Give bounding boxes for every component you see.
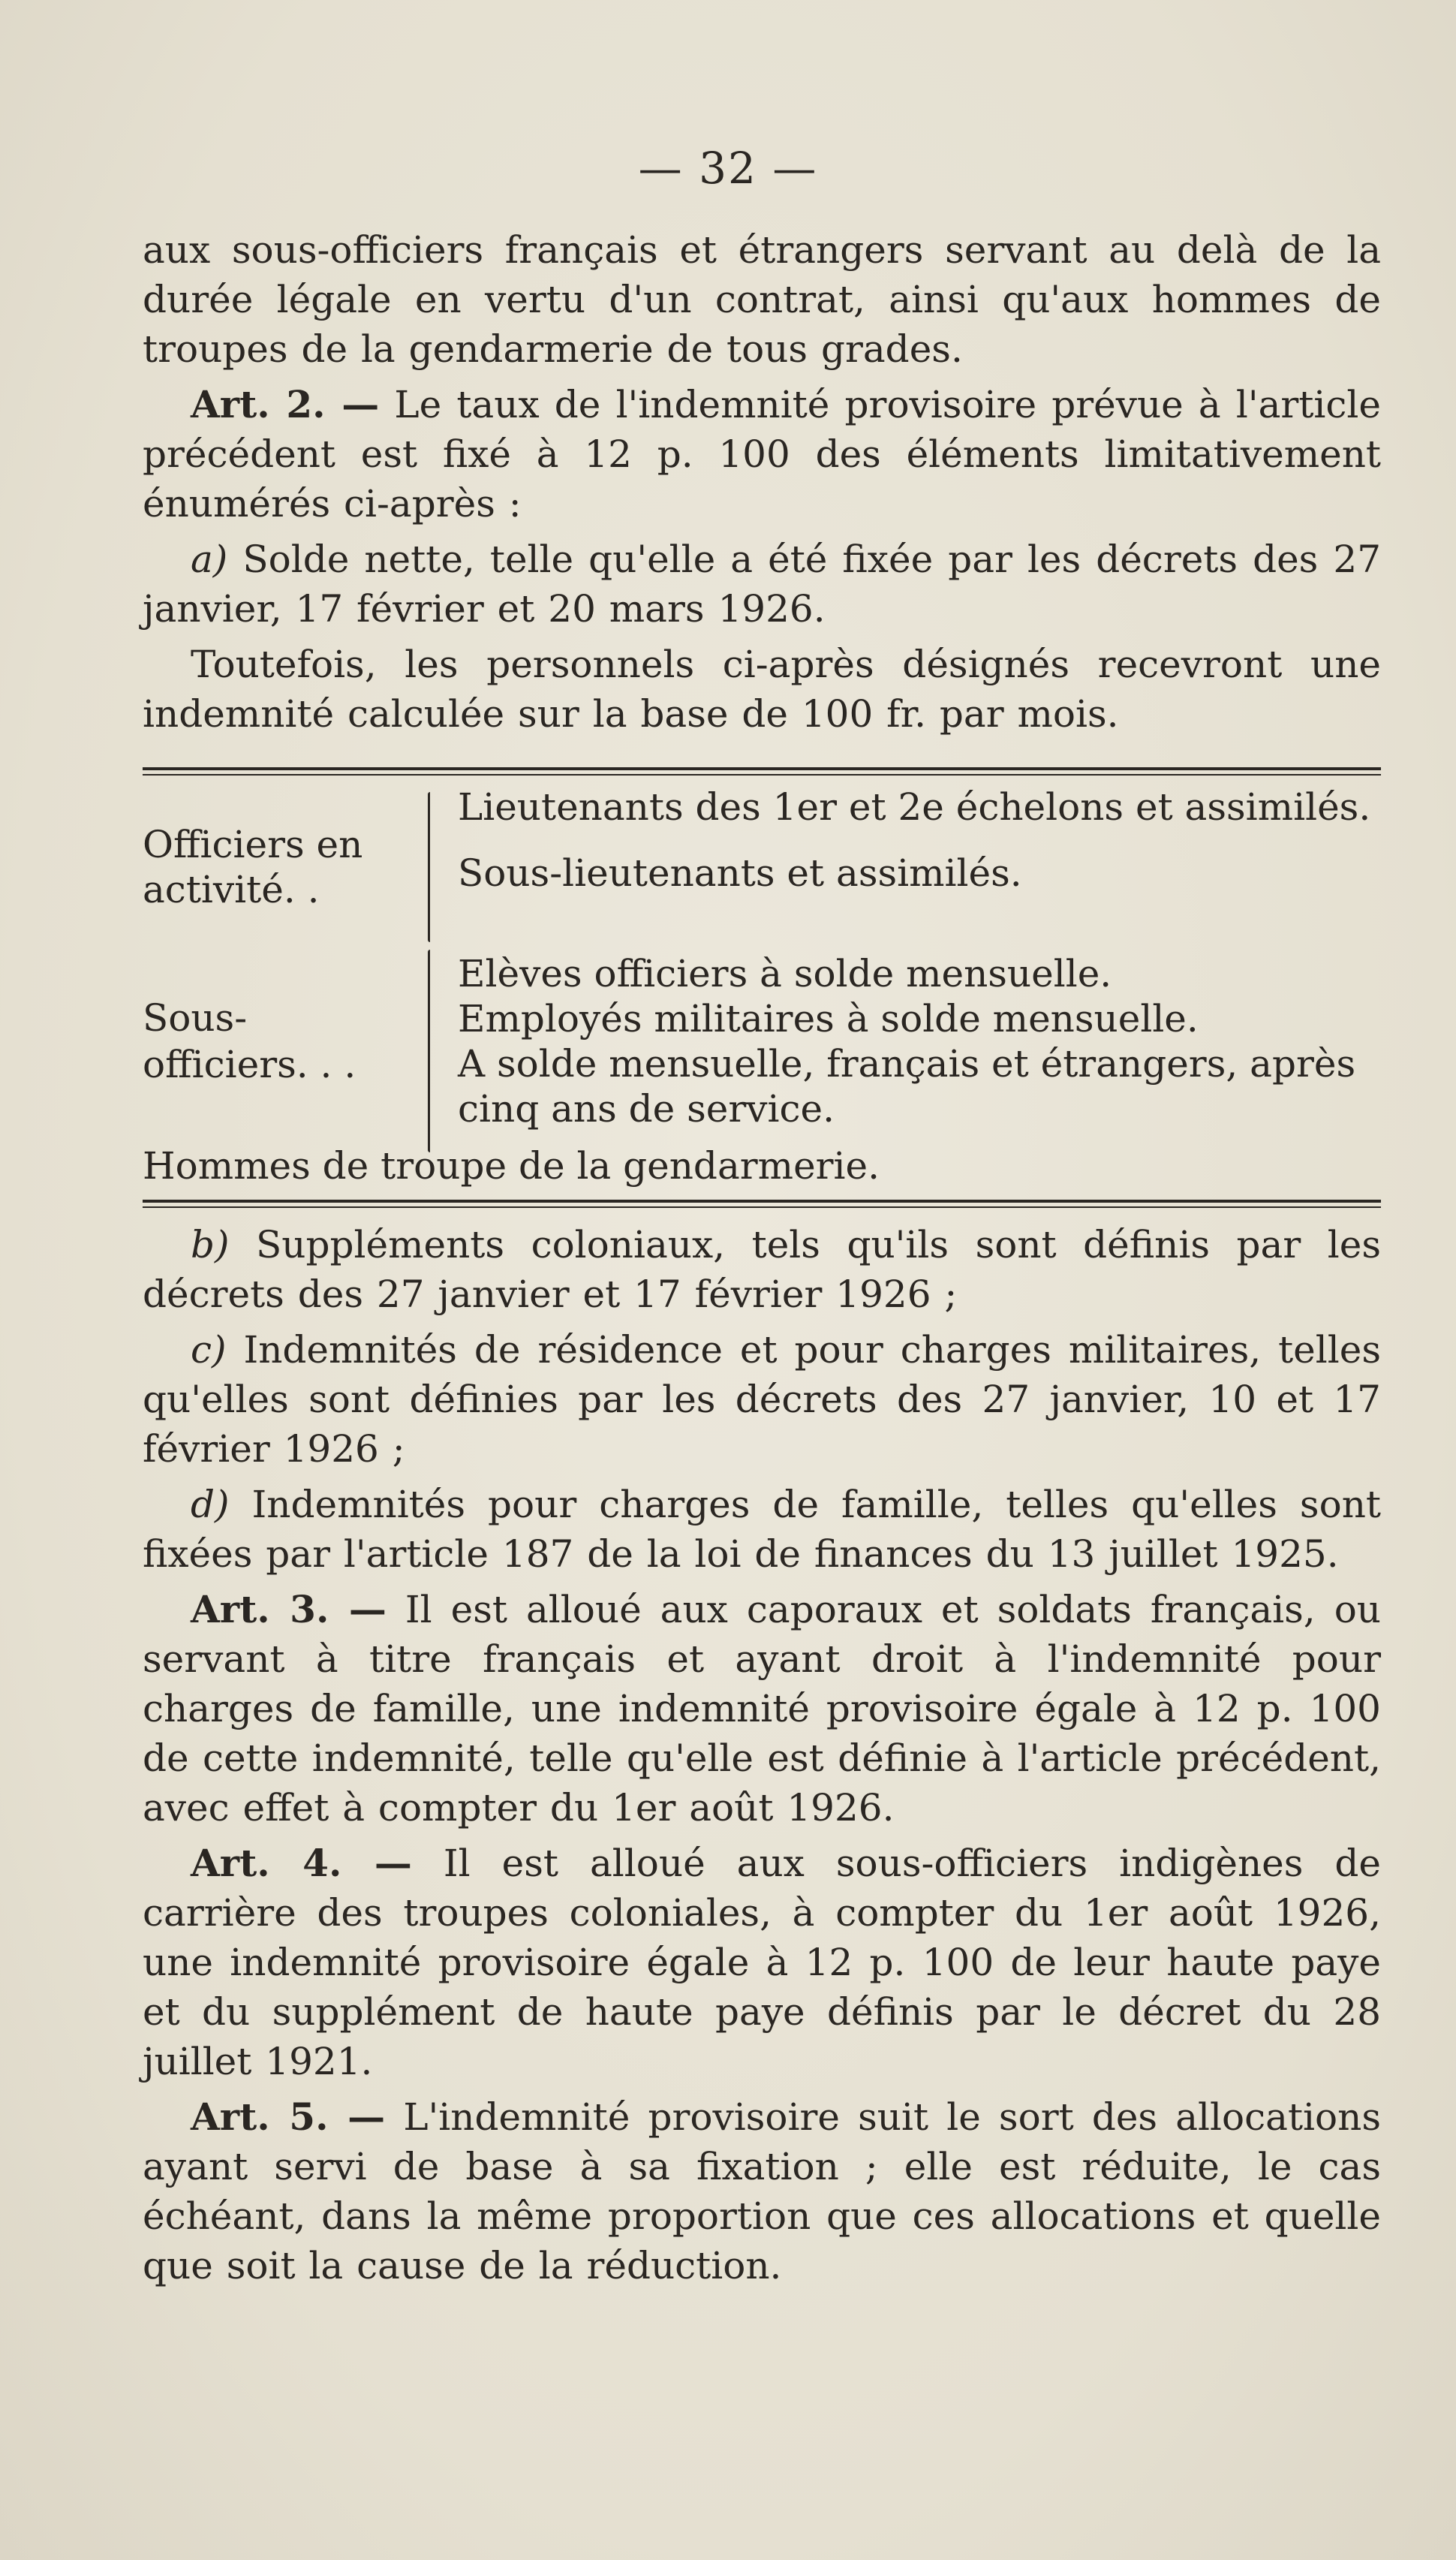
item-b-text: Suppléments coloniaux, tels qu'ils sont définis par les décrets des 27 janvier et 17 février 1926 ; [143,1223,1381,1316]
item-a [143,535,1381,634]
table-bottom-rule [143,1200,1381,1208]
paragraph-toutefois: Toutefois, les personnels ci-après désignés recevront une indemnité calculée sur la base de 100 fr. par mois. [143,643,1381,736]
article-5-text: L'indemnité provisoire suit le sort des allocations ayant servi de base à sa fixation ; elle est réduite, le cas échéant, dans la même proportion que ces allocations et quelle que soit la cause de la réduction. [143,2095,1381,2287]
text-block-top [143,225,1381,745]
item-d-label: d) [191,1483,230,1526]
text-block-bottom [143,1220,1381,2296]
paragraph-continuation: aux sous-officiers français et étrangers servant au delà de la durée légale en vertu d'un contrat, ainsi qu'aux hommes de troupes de la gendarmerie de tous grades. [143,228,1381,371]
row-employes-militaires: Employés militaires à solde mensuelle. [458,997,1199,1041]
item-b-label: b) [191,1223,230,1266]
item-d [143,1480,1381,1579]
article-3-label: Art. 3. — [191,1587,387,1631]
item-d-text: Indemnités pour charges de famille, telles qu'elles sont fixées par l'article 187 de la loi de finances du 13 juillet 1925. [143,1483,1381,1576]
article-5 [143,2092,1381,2290]
row-hommes-de-troupe: Hommes de troupe de la gendarmerie. [143,1144,880,1188]
page-number: — 32 — [638,143,818,194]
item-c [143,1325,1381,1474]
brace-sous-officiers [428,950,430,1152]
item-c-text: Indemnités de résidence et pour charges militaires, telles qu'elles sont définies par les décrets des 27 janvier, 10 et 17 février 1926 ; [143,1328,1381,1471]
personnel-table [143,785,1381,1197]
brace-officiers [428,792,430,942]
row-sous-lieutenants: Sous-lieutenants et assimilés. [458,851,1022,895]
article-4-label: Art. 4. — [191,1841,412,1885]
table-top-rule [143,767,1381,776]
article-5-label: Art. 5. — [191,2095,386,2139]
row-lieutenants: Lieutenants des 1er et 2e échelons et assimilés. [458,785,1371,829]
article-2-label: Art. 2. — [191,382,380,426]
article-2 [143,380,1381,529]
item-a-label: a) [191,538,228,581]
category-sous-officiers: Sous-officiers. . . [143,996,356,1086]
article-2-text: Le taux de l'indemnité provisoire prévue à l'article précédent est fixé à 12 p. 100 des éléments limitativement énumérés ci-après : [143,383,1381,526]
item-c-label: c) [191,1328,227,1372]
officiers-rows [458,785,1381,896]
row-eleves-officiers: Elèves officiers à solde mensuelle. [458,952,1112,995]
sous-officiers-rows [458,951,1381,1131]
article-4 [143,1839,1381,2086]
article-4-text: Il est alloué aux sous-officiers indigènes de carrière des troupes coloniales, à compter du 1er août 1926, une indemnité provisoire égale à 12 p. 100 de leur haute paye et du supplément de haute paye définis par le décret du 28 juillet 1921. [143,1842,1381,2083]
item-a-text: Solde nette, telle qu'elle a été fixée par les décrets des 27 janvier, 17 février et 20 mars 1926. [143,538,1382,631]
article-3-text: Il est alloué aux caporaux et soldats français, ou servant à titre français et ayant droit à l'indemnité pour charges de famille, une indemnité provisoire égale à 12 p. 100 de cette indemnité, telle qu'elle est définie à l'article précédent, avec effet à compter du 1er août 1926. [143,1588,1382,1830]
category-officiers: Officiers en activité. . [143,823,363,911]
row-solde-mensuelle: A solde mensuelle, français et étrangers, après cinq ans de service. [458,1042,1356,1131]
article-3 [143,1585,1381,1833]
item-b [143,1220,1381,1319]
